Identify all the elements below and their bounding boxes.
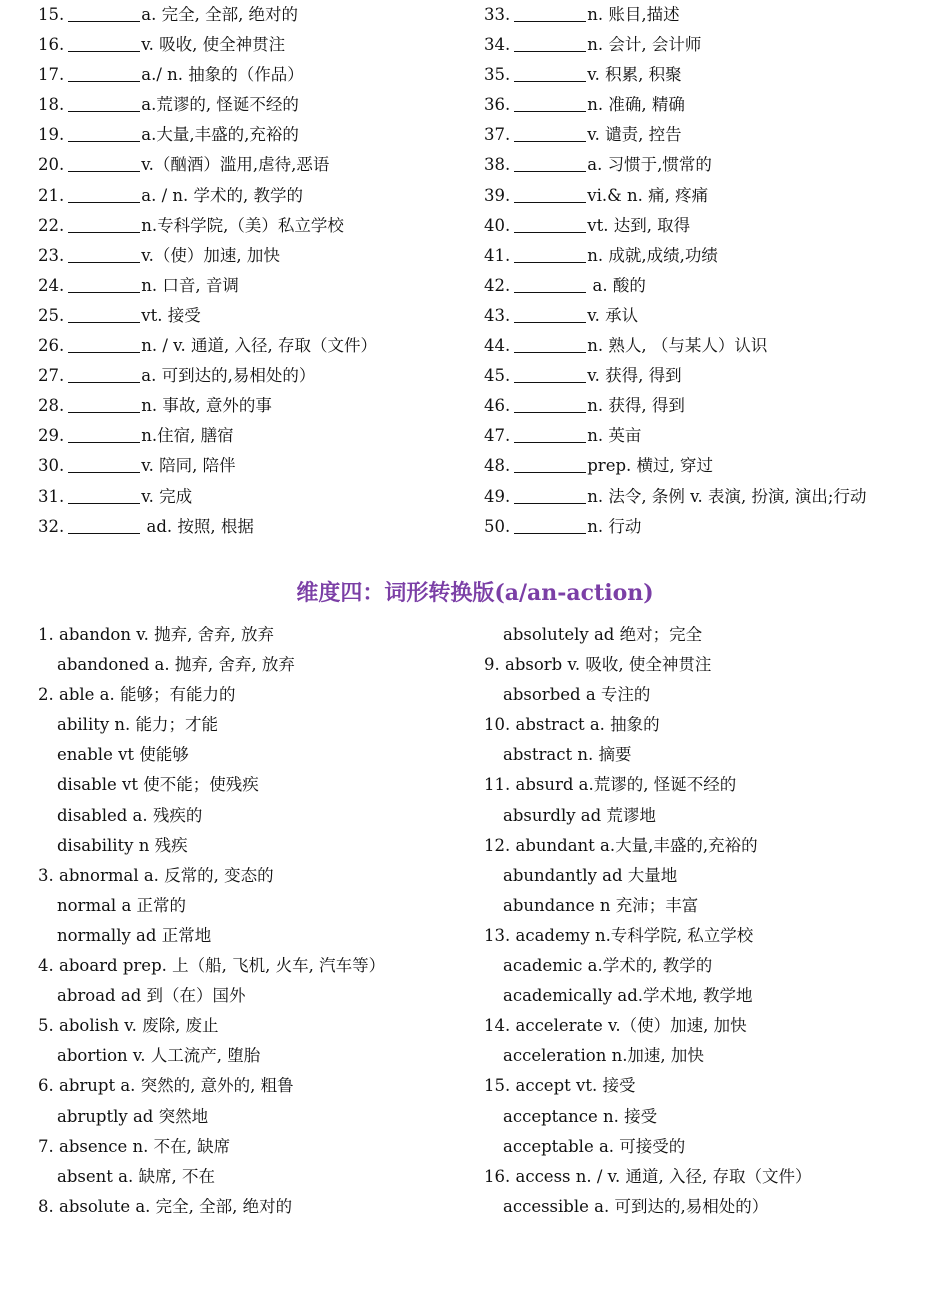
derived-word: ability n. 能力；才能: [57, 715, 219, 735]
answer-blank[interactable]: [514, 454, 586, 473]
item-definition: n. 会计, 会计师: [587, 35, 702, 55]
item-number: 19.: [38, 125, 65, 145]
answer-blank[interactable]: [68, 244, 140, 263]
exercise-item: [484, 60, 924, 90]
derived-word: abundance n 充沛；丰富: [503, 895, 699, 915]
exercise-item: [484, 451, 924, 481]
item-number: 40.: [484, 215, 511, 235]
item-definition: v. 承认: [587, 305, 639, 325]
headword-entry: 3. abnormal a. 反常的, 变态的: [38, 865, 274, 885]
exercise-item: [484, 241, 924, 271]
derived-word: academic a.学术的, 教学的: [503, 956, 713, 976]
item-number: 50.: [484, 516, 511, 536]
answer-blank[interactable]: [514, 214, 586, 233]
item-number: 37.: [484, 125, 511, 145]
exercise-item: [38, 301, 468, 331]
answer-blank[interactable]: [514, 93, 586, 112]
answer-blank[interactable]: [514, 364, 586, 383]
headword-entry: 8. absolute a. 完全, 全部, 绝对的: [38, 1196, 293, 1216]
item-number: 46.: [484, 396, 511, 416]
item-number: 45.: [484, 366, 511, 386]
headword-entry: 4. aboard prep. 上（船, 飞机, 火车, 汽车等）: [38, 956, 386, 976]
exercise-item: [38, 451, 468, 481]
exercise-item: [484, 30, 924, 60]
headword-entry: 7. absence n. 不在, 缺席: [38, 1136, 231, 1156]
derived-word: acceptable a. 可接受的: [503, 1136, 686, 1156]
headword-entry: 6. abrupt a. 突然的, 意外的, 粗鲁: [38, 1076, 294, 1096]
wordlist-column-right: [484, 620, 924, 1222]
answer-blank[interactable]: [514, 485, 586, 504]
item-definition: vt. 达到, 取得: [587, 215, 691, 235]
answer-blank[interactable]: [514, 334, 586, 353]
item-number: 34.: [484, 35, 511, 55]
derived-word: abortion v. 人工流产, 堕胎: [57, 1046, 261, 1066]
item-definition: n.住宿, 膳宿: [141, 426, 234, 446]
exercise-item: [38, 90, 468, 120]
item-definition: a./ n. 抽象的（作品）: [141, 65, 304, 85]
answer-blank[interactable]: [68, 93, 140, 112]
headword-entry: 5. abolish v. 废除, 废止: [38, 1016, 219, 1036]
derived-word: abundantly ad 大量地: [503, 865, 678, 885]
answer-blank[interactable]: [68, 274, 140, 293]
answer-blank[interactable]: [68, 63, 140, 82]
derived-word: abandoned a. 抛弃, 舍弃, 放弃: [57, 655, 295, 675]
answer-blank[interactable]: [68, 304, 140, 323]
item-definition: n. 英亩: [587, 426, 642, 446]
derived-word: disabled a. 残疾的: [57, 805, 203, 825]
item-definition: v. 积累, 积聚: [587, 65, 682, 85]
derived-word: abruptly ad 突然地: [57, 1106, 209, 1126]
answer-blank[interactable]: [514, 515, 586, 534]
item-definition: vt. 接受: [141, 305, 201, 325]
item-number: 47.: [484, 426, 511, 446]
item-number: 16.: [38, 35, 65, 55]
item-number: 24.: [38, 275, 65, 295]
exercise-item: [38, 30, 468, 60]
item-number: 29.: [38, 426, 65, 446]
item-definition: n.专科学院,（美）私立学校: [141, 215, 344, 235]
headword-entry: 14. accelerate v.（使）加速, 加快: [484, 1016, 747, 1036]
item-definition: v.（酗酒）滥用,虐待,恶语: [141, 155, 330, 175]
answer-blank[interactable]: [514, 123, 586, 142]
item-definition: a. 酸的: [587, 275, 646, 295]
item-definition: n. 事故, 意外的事: [141, 396, 272, 416]
exercise-item: [38, 331, 468, 361]
answer-blank[interactable]: [68, 214, 140, 233]
derived-word: disable vt 使不能；使残疾: [57, 775, 259, 795]
derived-word: acceleration n.加速, 加快: [503, 1046, 704, 1066]
exercise-item: [484, 301, 924, 331]
item-definition: a.大量,丰盛的,充裕的: [141, 125, 299, 145]
exercise-item: [484, 361, 924, 391]
item-number: 30.: [38, 456, 65, 476]
item-definition: n. 口音, 音调: [141, 275, 239, 295]
item-number: 41.: [484, 245, 511, 265]
exercise-item: [38, 421, 468, 451]
headword-entry: 16. access n. / v. 通道, 入径, 存取（文件）: [484, 1166, 812, 1186]
headword-entry: 10. abstract a. 抽象的: [484, 715, 660, 735]
item-number: 15.: [38, 5, 65, 24]
exercise-item: [484, 331, 924, 361]
item-number: 17.: [38, 65, 65, 85]
item-number: 23.: [38, 245, 65, 265]
item-number: 49.: [484, 486, 511, 506]
answer-blank[interactable]: [68, 454, 140, 473]
item-definition: n. 获得, 得到: [587, 396, 685, 416]
headword-entry: 13. academy n.专科学院, 私立学校: [484, 925, 754, 945]
answer-blank[interactable]: [514, 424, 586, 443]
item-definition: v. 谴责, 控告: [587, 125, 682, 145]
answer-blank[interactable]: [514, 63, 586, 82]
exercise-item: [38, 361, 468, 391]
item-definition: a.荒谬的, 怪诞不经的: [141, 95, 299, 115]
exercise-column-left: [38, 0, 468, 542]
answer-blank[interactable]: [514, 244, 586, 263]
item-number: 28.: [38, 396, 65, 416]
exercise-item: [484, 421, 924, 451]
item-definition: vi.& n. 痛, 疼痛: [587, 185, 709, 205]
exercise-item: [484, 211, 924, 241]
derived-word: academically ad.学术地, 教学地: [503, 986, 753, 1006]
exercise-item: [484, 150, 924, 180]
item-number: 35.: [484, 65, 511, 85]
item-number: 39.: [484, 185, 511, 205]
exercise-item: [484, 90, 924, 120]
exercise-item: [484, 0, 924, 30]
exercise-column-right: [484, 0, 924, 542]
exercise-item: [484, 120, 924, 150]
item-definition: v. 吸收, 使全神贯注: [141, 35, 286, 55]
headword-entry: 15. accept vt. 接受: [484, 1076, 636, 1096]
answer-blank[interactable]: [514, 3, 586, 22]
exercise-item: [38, 181, 468, 211]
answer-blank[interactable]: [68, 334, 140, 353]
item-definition: n. 法令, 条例 v. 表演, 扮演, 演出;行动: [587, 486, 867, 506]
item-number: 42.: [484, 275, 511, 295]
derived-word: abstract n. 摘要: [503, 745, 632, 765]
item-definition: n. 账目,描述: [587, 5, 680, 24]
derived-word: absurdly ad 荒谬地: [503, 805, 656, 825]
wordlist-column-left: [38, 620, 468, 1222]
item-definition: n. 行动: [587, 516, 642, 536]
headword-entry: 9. absorb v. 吸收, 使全神贯注: [484, 655, 712, 675]
answer-blank[interactable]: [514, 184, 586, 203]
derived-word: absolutely ad 绝对；完全: [503, 625, 703, 644]
exercise-item: [38, 512, 468, 542]
answer-blank[interactable]: [68, 394, 140, 413]
item-definition: n. 熟人, （与某人）认识: [587, 336, 768, 356]
item-number: 48.: [484, 456, 511, 476]
headword-entry: 1. abandon v. 抛弃, 舍弃, 放弃: [38, 625, 275, 644]
exercise-item: [484, 271, 924, 301]
item-definition: n. 成就,成绩,功绩: [587, 245, 718, 265]
item-definition: ad. 按照, 根据: [141, 516, 254, 536]
derived-word: absent a. 缺席, 不在: [57, 1166, 215, 1186]
item-number: 25.: [38, 305, 65, 325]
answer-blank[interactable]: [514, 33, 586, 52]
answer-blank[interactable]: [514, 304, 586, 323]
derived-word: disability n 残疾: [57, 835, 188, 855]
exercise-item: [38, 0, 468, 30]
derived-word: normally ad 正常地: [57, 925, 212, 945]
item-definition: v. 获得, 得到: [587, 366, 682, 386]
exercise-item: [38, 60, 468, 90]
item-definition: a. 可到达的,易相处的）: [141, 366, 316, 386]
headword-entry: 11. absurd a.荒谬的, 怪诞不经的: [484, 775, 737, 795]
item-number: 21.: [38, 185, 65, 205]
derived-word: accessible a. 可到达的,易相处的）: [503, 1196, 769, 1216]
exercise-item: [38, 150, 468, 180]
exercise-item: [38, 241, 468, 271]
derived-word: abroad ad 到（在）国外: [57, 986, 246, 1006]
exercise-item: [484, 512, 924, 542]
exercise-item: [38, 211, 468, 241]
item-number: 32.: [38, 516, 65, 536]
item-number: 22.: [38, 215, 65, 235]
item-number: 33.: [484, 5, 511, 24]
item-definition: n. / v. 通道, 入径, 存取（文件）: [141, 336, 378, 356]
headword-entry: 12. abundant a.大量,丰盛的,充裕的: [484, 835, 758, 855]
exercise-item: [484, 181, 924, 211]
item-definition: a. 完全, 全部, 绝对的: [141, 5, 299, 24]
headword-entry: 2. able a. 能够；有能力的: [38, 685, 236, 705]
exercise-item: [484, 482, 924, 512]
answer-blank[interactable]: [68, 123, 140, 142]
answer-blank[interactable]: [514, 394, 586, 413]
answer-blank[interactable]: [514, 274, 586, 293]
item-definition: n. 准确, 精确: [587, 95, 685, 115]
derived-word: absorbed a 专注的: [503, 685, 651, 705]
item-number: 20.: [38, 155, 65, 175]
item-definition: a. 习惯于,惯常的: [587, 155, 712, 175]
exercise-item: [38, 391, 468, 421]
answer-blank[interactable]: [68, 3, 140, 22]
item-definition: v.（使）加速, 加快: [141, 245, 280, 265]
item-definition: a. / n. 学术的, 教学的: [141, 185, 303, 205]
answer-blank[interactable]: [68, 364, 140, 383]
exercise-item: [38, 271, 468, 301]
answer-blank[interactable]: [68, 515, 140, 534]
exercise-item: [38, 120, 468, 150]
answer-blank[interactable]: [68, 184, 140, 203]
exercise-item: [484, 391, 924, 421]
derived-word: normal a 正常的: [57, 895, 187, 915]
answer-blank[interactable]: [68, 33, 140, 52]
exercise-item: [38, 482, 468, 512]
answer-blank[interactable]: [68, 485, 140, 504]
answer-blank[interactable]: [68, 424, 140, 443]
derived-word: acceptance n. 接受: [503, 1106, 658, 1126]
item-number: 31.: [38, 486, 65, 506]
item-number: 18.: [38, 95, 65, 115]
item-number: 27.: [38, 366, 65, 386]
derived-word: enable vt 使能够: [57, 745, 189, 765]
item-number: 26.: [38, 336, 65, 356]
item-number: 38.: [484, 155, 511, 175]
item-definition: v. 完成: [141, 486, 193, 506]
item-definition: prep. 横过, 穿过: [587, 456, 714, 476]
answer-blank[interactable]: [68, 153, 140, 172]
item-definition: v. 陪同, 陪伴: [141, 456, 236, 476]
item-number: 36.: [484, 95, 511, 115]
item-number: 43.: [484, 305, 511, 325]
item-number: 44.: [484, 336, 511, 356]
section-heading: 维度四：词形转换版(a/an-action): [296, 580, 654, 606]
answer-blank[interactable]: [514, 153, 586, 172]
